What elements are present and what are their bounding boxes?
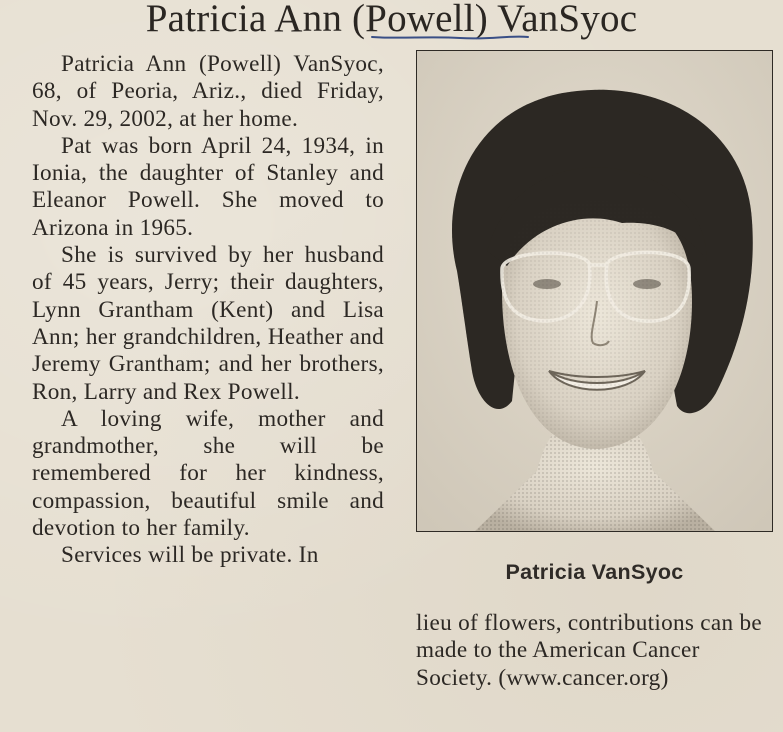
obituary-text-right-column xyxy=(416,610,773,692)
photo-caption: Patricia VanSyoc xyxy=(505,560,684,584)
headline-surname: VanSyoc xyxy=(487,0,638,40)
headline-name: Patricia Ann xyxy=(145,0,352,40)
paragraph-memorial-contributions: lieu of flowers, contributions can be made to the American Cancer Society. (www.cancer.org) xyxy=(416,610,762,691)
obituary-text-left-column xyxy=(32,51,384,570)
paragraph-services: Services will be private. In xyxy=(61,542,319,569)
portrait-photo xyxy=(416,50,773,532)
paragraph-tribute: A loving wife, mother and grandmother, she will be remembered for her kindness, compassion, beautiful smile and devotion to her family. xyxy=(32,405,384,542)
portrait-image xyxy=(417,51,773,532)
paragraph-survivors: She is survived by her husband of 45 years, Jerry; their daughters, Lynn Grantham (Kent) and Lisa Ann; her grandchildren, Heather and Jeremy Grantham; and her brothers, Ron, Larry and Rex Powell. xyxy=(32,242,384,405)
headline-maiden-name: (Powell) xyxy=(352,0,488,40)
pen-underline-mark xyxy=(370,30,530,42)
paragraph-birth: Pat was born April 24, 1934, in Ionia, the daughter of Stanley and Eleanor Powell. She moved to Arizona in 1965. xyxy=(32,132,384,241)
paragraph-death-notice: Patricia Ann (Powell) VanSyoc, 68, of Peoria, Ariz., died Friday, Nov. 29, 2002, at her home. xyxy=(32,51,384,132)
